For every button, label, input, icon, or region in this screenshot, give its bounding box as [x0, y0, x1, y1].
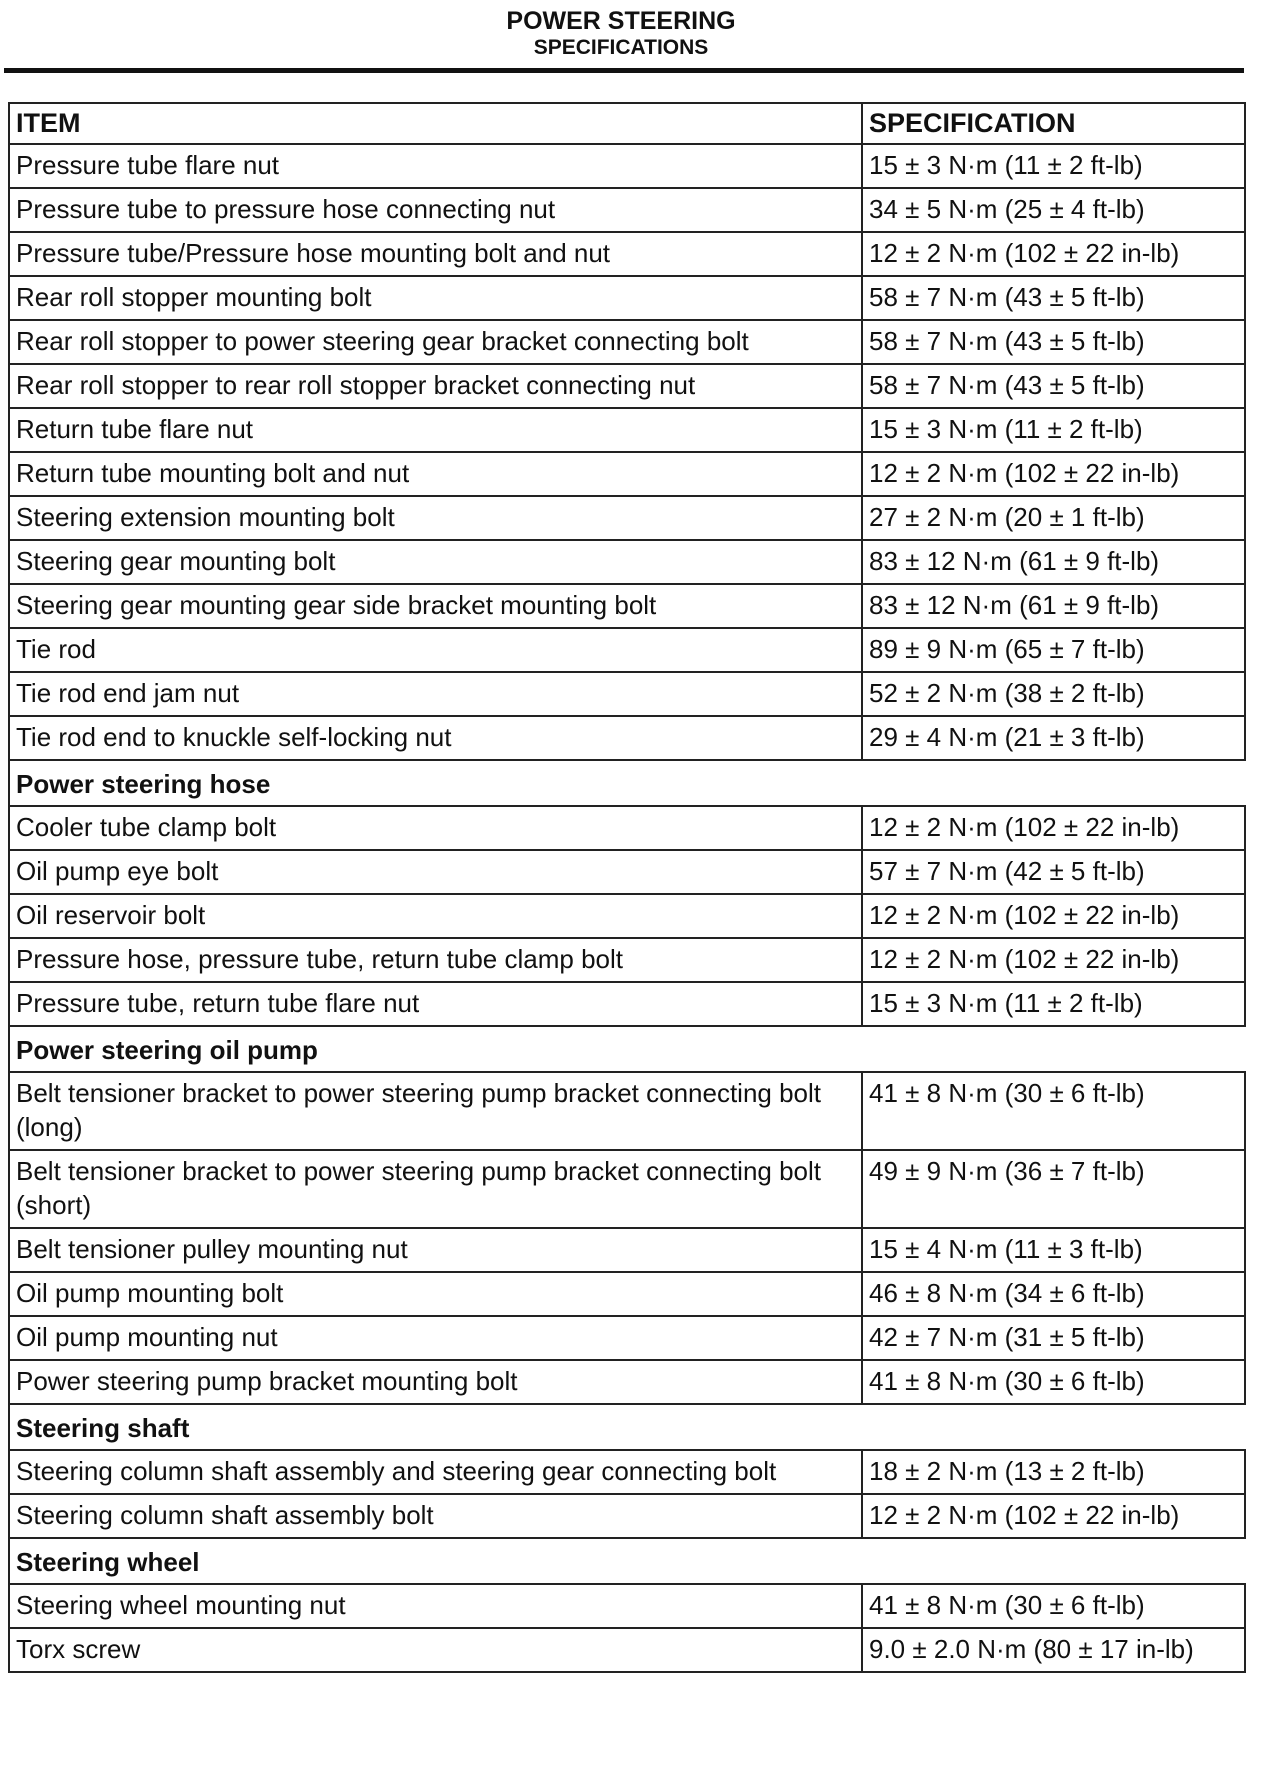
section-title: Power steering oil pump	[9, 1026, 1245, 1072]
table-row	[9, 188, 1245, 232]
item-cell: Rear roll stopper to rear roll stopper bracket connecting nut	[9, 364, 862, 408]
item-cell: Oil pump mounting nut	[9, 1316, 862, 1360]
page-header	[0, 6, 1242, 60]
table-row	[9, 144, 1245, 188]
specification-cell: 12 ± 2 N·m (102 ± 22 in-lb)	[862, 452, 1245, 496]
specification-cell: 27 ± 2 N·m (20 ± 1 ft-lb)	[862, 496, 1245, 540]
table-row	[9, 452, 1245, 496]
table-row	[9, 1494, 1245, 1538]
table-row	[9, 364, 1245, 408]
item-cell: Power steering pump bracket mounting bolt	[9, 1360, 862, 1404]
specification-cell: 15 ± 3 N·m (11 ± 2 ft-lb)	[862, 408, 1245, 452]
item-cell: Steering wheel mounting nut	[9, 1584, 862, 1628]
specification-cell: 83 ± 12 N·m (61 ± 9 ft-lb)	[862, 584, 1245, 628]
table-row	[9, 496, 1245, 540]
table-row	[9, 232, 1245, 276]
item-cell: Pressure tube flare nut	[9, 144, 862, 188]
specification-cell: 52 ± 2 N·m (38 ± 2 ft-lb)	[862, 672, 1245, 716]
table-row	[9, 1628, 1245, 1672]
specification-cell: 83 ± 12 N·m (61 ± 9 ft-lb)	[862, 540, 1245, 584]
column-header-specification: SPECIFICATION	[862, 103, 1245, 144]
item-cell: Belt tensioner bracket to power steering pump bracket connecting bolt (short)	[9, 1150, 862, 1228]
item-cell: Pressure tube, return tube flare nut	[9, 982, 862, 1026]
specification-cell: 58 ± 7 N·m (43 ± 5 ft-lb)	[862, 276, 1245, 320]
table-header-row	[9, 103, 1245, 144]
specification-cell: 41 ± 8 N·m (30 ± 6 ft-lb)	[862, 1584, 1245, 1628]
table-row	[9, 672, 1245, 716]
item-cell: Belt tensioner bracket to power steering pump bracket connecting bolt (long)	[9, 1072, 862, 1150]
item-cell: Tie rod end to knuckle self-locking nut	[9, 716, 862, 760]
specification-cell: 12 ± 2 N·m (102 ± 22 in-lb)	[862, 1494, 1245, 1538]
specification-cell: 12 ± 2 N·m (102 ± 22 in-lb)	[862, 806, 1245, 850]
item-cell: Steering extension mounting bolt	[9, 496, 862, 540]
specification-cell: 18 ± 2 N·m (13 ± 2 ft-lb)	[862, 1450, 1245, 1494]
specification-cell: 89 ± 9 N·m (65 ± 7 ft-lb)	[862, 628, 1245, 672]
item-cell: Torx screw	[9, 1628, 862, 1672]
specification-cell: 58 ± 7 N·m (43 ± 5 ft-lb)	[862, 320, 1245, 364]
item-cell: Tie rod	[9, 628, 862, 672]
specifications-table	[8, 102, 1246, 1673]
specification-cell: 34 ± 5 N·m (25 ± 4 ft-lb)	[862, 188, 1245, 232]
table-row	[9, 1272, 1245, 1316]
table-row	[9, 628, 1245, 672]
specification-cell: 29 ± 4 N·m (21 ± 3 ft-lb)	[862, 716, 1245, 760]
specification-cell: 12 ± 2 N·m (102 ± 22 in-lb)	[862, 232, 1245, 276]
item-cell: Steering column shaft assembly bolt	[9, 1494, 862, 1538]
table-row	[9, 320, 1245, 364]
table-row	[9, 276, 1245, 320]
item-cell: Cooler tube clamp bolt	[9, 806, 862, 850]
specification-cell: 41 ± 8 N·m (30 ± 6 ft-lb)	[862, 1072, 1245, 1150]
table-row	[9, 938, 1245, 982]
specification-cell: 57 ± 7 N·m (42 ± 5 ft-lb)	[862, 850, 1245, 894]
specification-cell: 42 ± 7 N·m (31 ± 5 ft-lb)	[862, 1316, 1245, 1360]
item-cell: Steering column shaft assembly and steering gear connecting bolt	[9, 1450, 862, 1494]
table-row	[9, 982, 1245, 1026]
item-cell: Oil pump mounting bolt	[9, 1272, 862, 1316]
page-subtitle: SPECIFICATIONS	[533, 36, 709, 59]
column-header-item: ITEM	[9, 103, 862, 144]
specification-cell: 15 ± 3 N·m (11 ± 2 ft-lb)	[862, 982, 1245, 1026]
table-row	[9, 1072, 1245, 1150]
section-title: Power steering hose	[9, 760, 1245, 806]
table-row	[9, 584, 1245, 628]
item-cell: Oil reservoir bolt	[9, 894, 862, 938]
specification-cell: 15 ± 3 N·m (11 ± 2 ft-lb)	[862, 144, 1245, 188]
specification-cell: 12 ± 2 N·m (102 ± 22 in-lb)	[862, 938, 1245, 982]
item-cell: Pressure tube to pressure hose connecting nut	[9, 188, 862, 232]
specification-cell: 41 ± 8 N·m (30 ± 6 ft-lb)	[862, 1360, 1245, 1404]
specification-cell: 12 ± 2 N·m (102 ± 22 in-lb)	[862, 894, 1245, 938]
header-rule	[4, 68, 1244, 73]
item-cell: Return tube mounting bolt and nut	[9, 452, 862, 496]
table-row	[9, 540, 1245, 584]
table-row	[9, 716, 1245, 760]
section-title: Steering shaft	[9, 1404, 1245, 1450]
specification-cell: 58 ± 7 N·m (43 ± 5 ft-lb)	[862, 364, 1245, 408]
table-row	[9, 1228, 1245, 1272]
item-cell: Pressure tube/Pressure hose mounting bolt and nut	[9, 232, 862, 276]
table-row	[9, 850, 1245, 894]
table-row	[9, 1360, 1245, 1404]
table-row	[9, 1316, 1245, 1360]
specification-cell: 15 ± 4 N·m (11 ± 3 ft-lb)	[862, 1228, 1245, 1272]
item-cell: Rear roll stopper to power steering gear bracket connecting bolt	[9, 320, 862, 364]
item-cell: Return tube flare nut	[9, 408, 862, 452]
table-row	[9, 408, 1245, 452]
table-row	[9, 894, 1245, 938]
page-title: POWER STEERING	[506, 7, 736, 35]
table-row	[9, 1584, 1245, 1628]
item-cell: Steering gear mounting gear side bracket mounting bolt	[9, 584, 862, 628]
table-row	[9, 1150, 1245, 1228]
specification-cell: 49 ± 9 N·m (36 ± 7 ft-lb)	[862, 1150, 1245, 1228]
section-header-row	[9, 1538, 1245, 1584]
section-title: Steering wheel	[9, 1538, 1245, 1584]
item-cell: Rear roll stopper mounting bolt	[9, 276, 862, 320]
section-header-row	[9, 1026, 1245, 1072]
specification-cell: 46 ± 8 N·m (34 ± 6 ft-lb)	[862, 1272, 1245, 1316]
item-cell: Tie rod end jam nut	[9, 672, 862, 716]
section-header-row	[9, 1404, 1245, 1450]
section-header-row	[9, 760, 1245, 806]
item-cell: Steering gear mounting bolt	[9, 540, 862, 584]
table-row	[9, 806, 1245, 850]
item-cell: Oil pump eye bolt	[9, 850, 862, 894]
specification-cell: 9.0 ± 2.0 N·m (80 ± 17 in-lb)	[862, 1628, 1245, 1672]
item-cell: Pressure hose, pressure tube, return tube clamp bolt	[9, 938, 862, 982]
table-row	[9, 1450, 1245, 1494]
item-cell: Belt tensioner pulley mounting nut	[9, 1228, 862, 1272]
